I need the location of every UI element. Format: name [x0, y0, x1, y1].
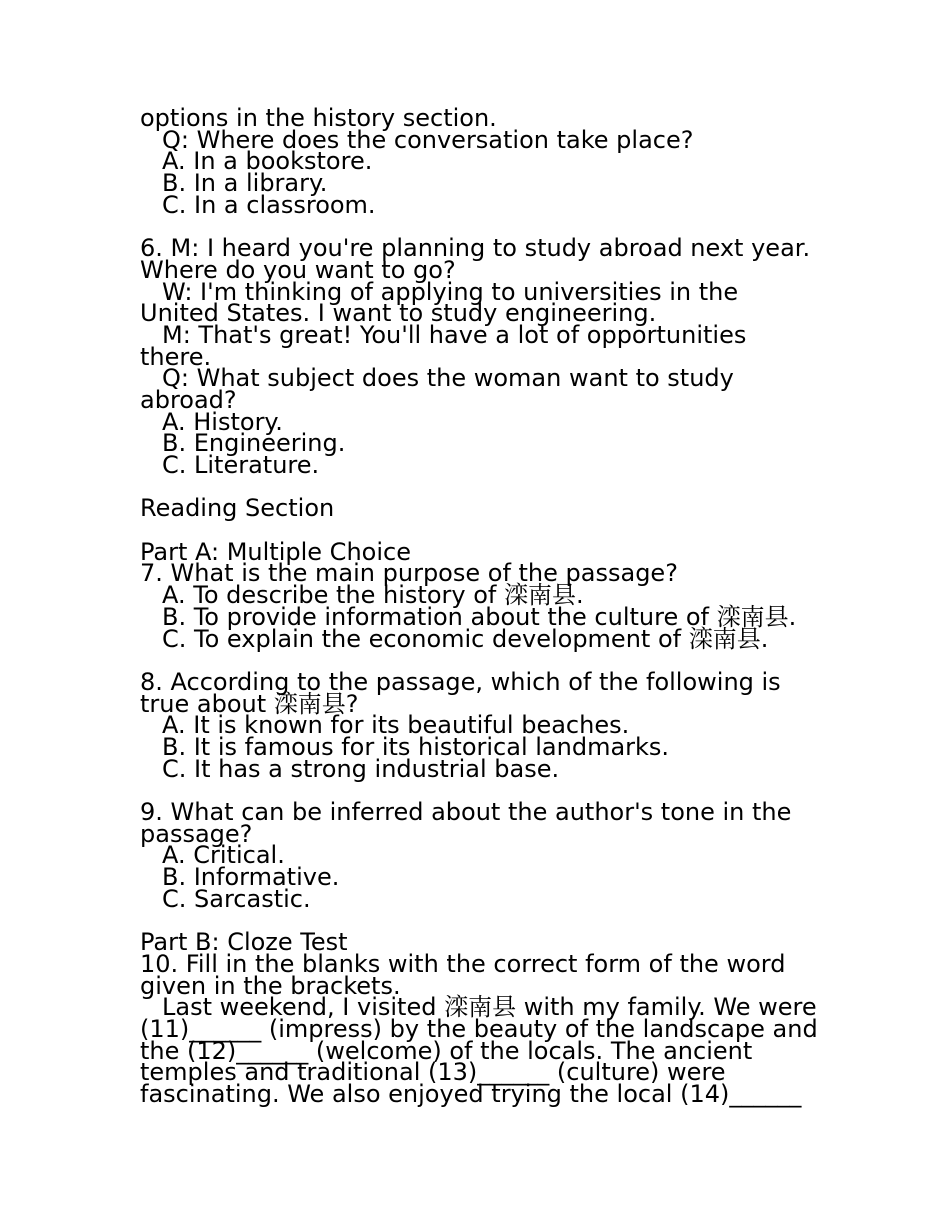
- q6-line-5: M: That's great! You'll have a lot of opportunities: [162, 320, 747, 349]
- q6-option-a: A. History.: [162, 407, 283, 436]
- part-a-heading: Part A: Multiple Choice: [140, 537, 411, 566]
- q10-line-7: fascinating. We also enjoyed trying the local (14)______: [140, 1079, 802, 1108]
- q5-option-a: A. In a bookstore.: [162, 147, 373, 176]
- q10-line-1: 10. Fill in the blanks with the correct form of the word: [140, 949, 786, 978]
- q10-line-6: temples and traditional (13)______ (culture) were: [140, 1058, 726, 1087]
- q10-line-4: (11)______ (impress) by the beauty of the landscape and: [140, 1014, 818, 1043]
- q9-line-2: passage?: [140, 819, 253, 848]
- q9-option-b: B. Informative.: [162, 863, 340, 892]
- q6-line-6: there.: [140, 342, 212, 371]
- q8-line-2: true about 滦南县?: [140, 689, 359, 718]
- q9-line-1: 9. What can be inferred about the author's tone in the: [140, 798, 792, 826]
- q6-line-2: Where do you want to go?: [140, 255, 456, 284]
- q6-line-1: 6. M: I heard you're planning to study abroad next year.: [140, 234, 811, 263]
- q8-option-b: B. It is famous for its historical landmarks.: [162, 732, 670, 761]
- q5-tail-text: options in the history section.: [140, 104, 497, 132]
- q8-option-a: A. It is known for its beautiful beaches.: [162, 711, 630, 740]
- q5-option-c: C. In a classroom.: [162, 190, 376, 219]
- q10-line-2: given in the brackets.: [140, 971, 401, 1000]
- q10-line-5: the (12)______ (welcome) of the locals. The ancient: [140, 1036, 753, 1065]
- q6-line-8: abroad?: [140, 385, 237, 414]
- part-b-heading: Part B: Cloze Test: [140, 928, 348, 957]
- document-page: [140, 104, 820, 1108]
- q7-question: 7. What is the main purpose of the passage?: [140, 559, 678, 588]
- reading-section-heading: Reading Section: [140, 494, 335, 523]
- q6-line-3: W: I'm thinking of applying to universities in the: [162, 277, 739, 306]
- q6-option-b: B. Engineering.: [162, 429, 346, 458]
- q8-line-1: 8. According to the passage, which of the following is: [140, 667, 781, 696]
- q6-option-c: C. Literature.: [162, 451, 320, 479]
- q6-line-4: United States. I want to study engineering.: [140, 299, 657, 328]
- q6-line-7: Q: What subject does the woman want to study: [162, 364, 734, 393]
- q5-option-b: B. In a library.: [162, 169, 328, 198]
- q8-option-c: C. It has a strong industrial base.: [162, 754, 560, 783]
- q5-question: Q: Where does the conversation take place?: [162, 125, 694, 154]
- q7-option-b: B. To provide information about the culture of 滦南县.: [162, 602, 797, 631]
- q9-option-c: C. Sarcastic.: [162, 884, 311, 913]
- q9-option-a: A. Critical.: [162, 841, 285, 870]
- q7-option-c: C. To explain the economic development of 滦南县.: [162, 624, 769, 653]
- q7-option-a: A. To describe the history of 滦南县.: [162, 581, 584, 610]
- q10-line-3: Last weekend, I visited 滦南县 with my family. We were: [162, 993, 817, 1022]
